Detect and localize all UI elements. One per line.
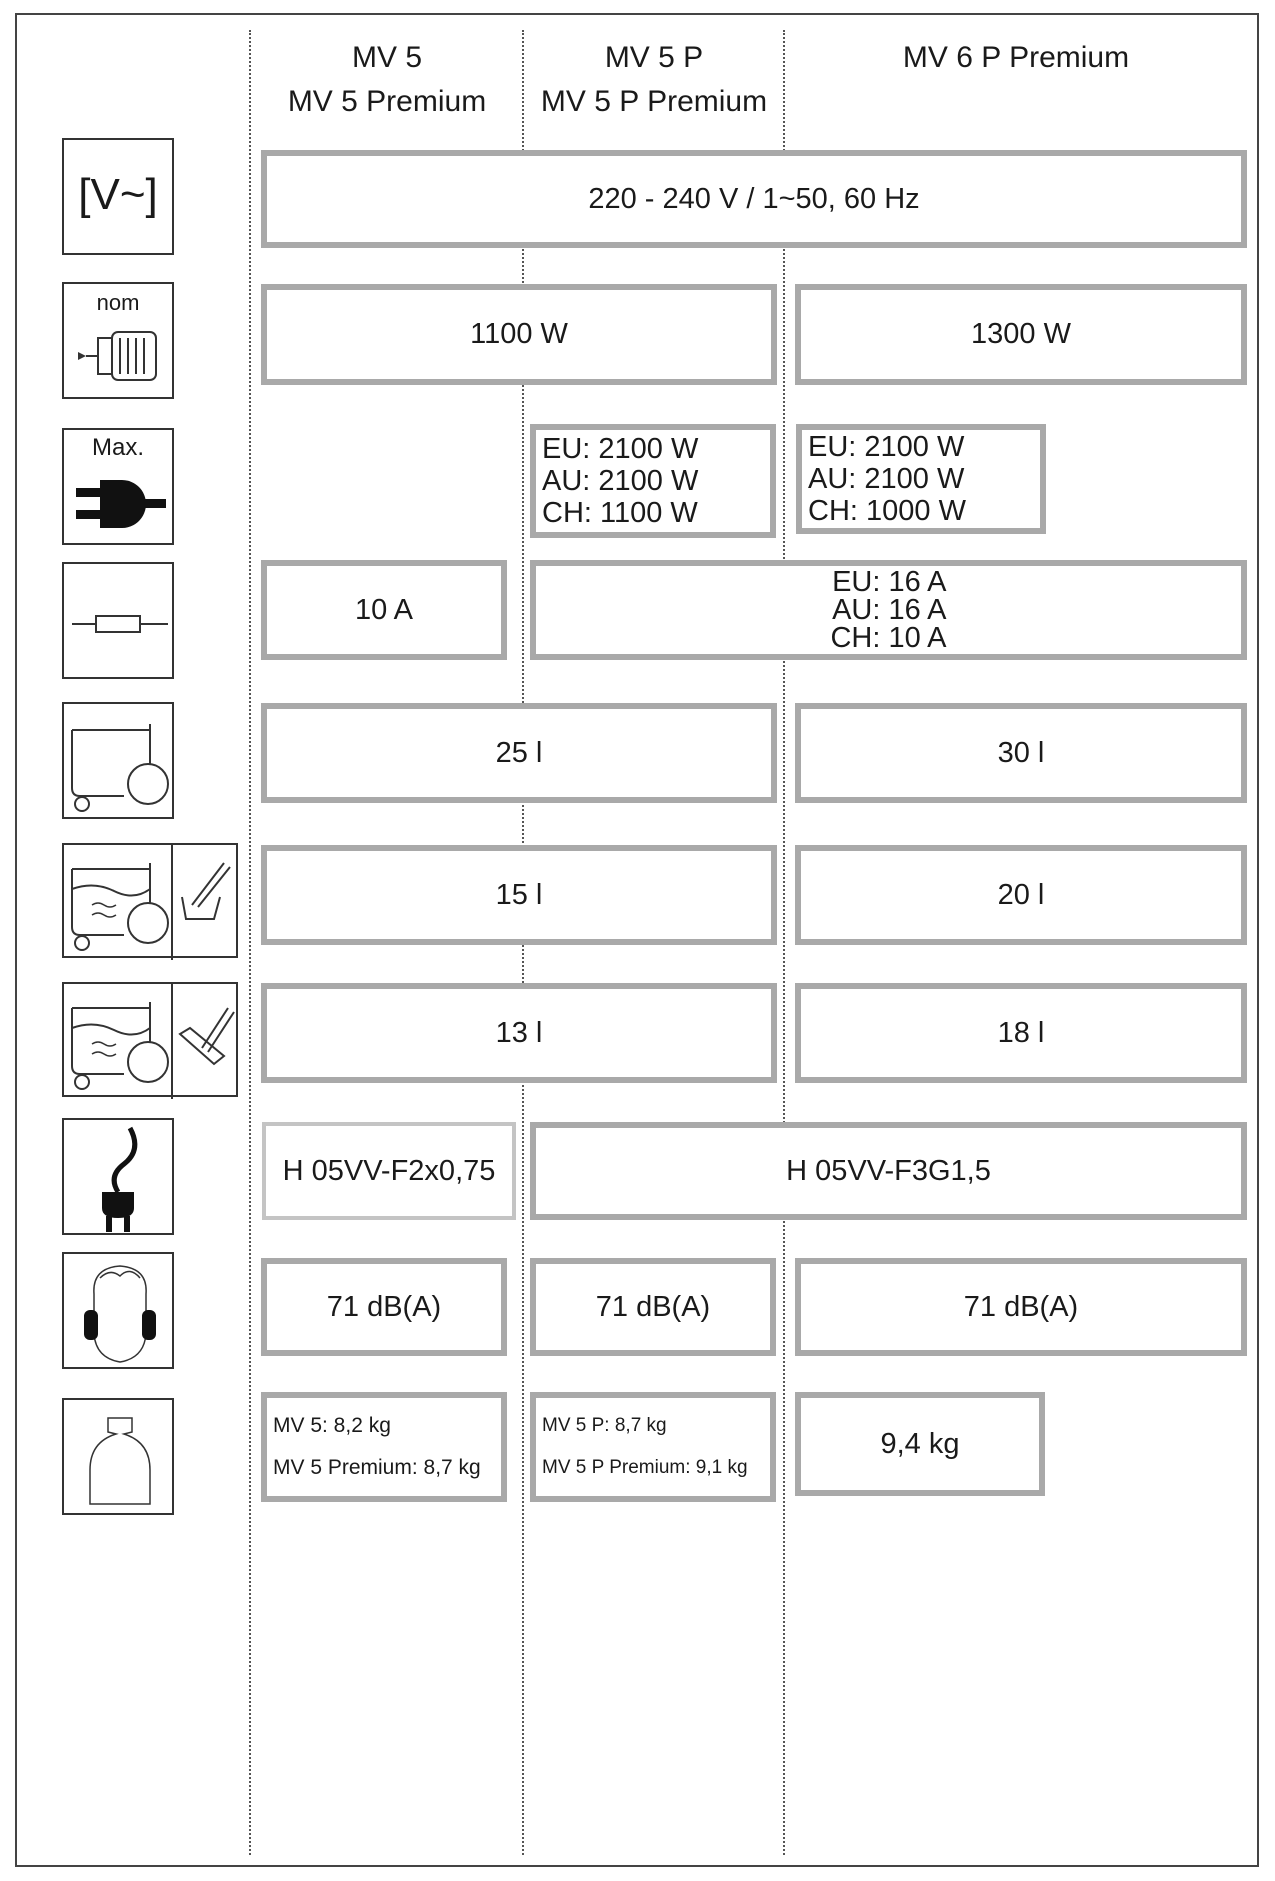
liquid-capacity-text: 18 l [997,1016,1045,1049]
header-line: MV 5 Premium [287,85,487,118]
max-power-eu: EU: 2100 W [808,431,965,463]
weight-mv5: MV 5: 8,2 kg [273,1414,391,1437]
nominal-power-text: 1100 W [470,318,568,350]
weight-value-mv5p [530,1392,776,1502]
plug-icon-label: Max. [91,434,144,461]
noise-text: 71 dB(A) [326,1290,442,1323]
fuse-eu: EU: 16 A [832,566,947,598]
fuse-au: AU: 16 A [832,594,947,626]
max-power-value-mv5p [530,424,776,538]
noise-value-mv5p [530,1258,776,1356]
weight-mv5-premium: MV 5 Premium: 8,7 kg [273,1456,481,1479]
plug-drawing [64,430,176,547]
max-power-ch: CH: 1000 W [808,495,966,527]
weight-value-mv5 [261,1392,507,1502]
liquid-capacity-floor-value-mv6p [795,983,1247,1083]
weight-icon [62,1398,174,1515]
voltage-symbol-text: [V~] [78,170,158,219]
container-liquid-floor-drawing [64,984,240,1099]
motor-icon-label: nom [96,290,140,315]
nominal-power-value-mv5-mv5p [261,284,777,385]
nominal-power-value-mv6p [795,284,1247,385]
weight-value-mv6p [795,1392,1045,1496]
ear-protection-icon [62,1252,174,1369]
header-line: MV 5 P [604,41,704,74]
container-drawing [64,704,176,821]
max-power-ch: CH: 1100 W [542,497,698,529]
container-volume-value-mv6p [795,703,1247,803]
column-divider [249,30,251,1855]
liquid-capacity-nozzle-value-mv5-mv5p [261,845,777,945]
weight-list [542,1405,748,1489]
ear-protection-drawing [64,1254,176,1371]
max-power-list [808,431,966,527]
liquid-capacity-text: 13 l [495,1016,543,1049]
liquid-capacity-floor-value-mv5-mv5p [261,983,777,1083]
fuse-value-mv5 [261,560,507,660]
max-power-au: AU: 2100 W [542,465,699,497]
max-power-value-mv6p [796,424,1046,534]
power-cable-drawing [64,1120,176,1237]
container-liquid-nozzle-drawing [64,845,240,960]
column-divider [783,30,785,1855]
motor-drawing [64,284,176,401]
weight-mv5p: MV 5 P: 8,7 kg [542,1415,667,1436]
power-cable-text: H 05VV-F2x0,75 [282,1154,496,1187]
column-header-mv6p [786,36,1246,80]
fuse-list [830,568,946,652]
container-liquid-nozzle-icon [62,843,238,958]
weight-mv5p-premium: MV 5 P Premium: 9,1 kg [542,1457,748,1478]
motor-icon [62,282,174,399]
max-power-au: AU: 2100 W [808,463,965,495]
fuse-value-mv5p-mv6p [530,560,1247,660]
voltage-value [261,150,1247,248]
container-volume-value-mv5-mv5p [261,703,777,803]
container-volume-text: 25 l [495,736,543,769]
plug-icon [62,428,174,545]
voltage-symbol-icon [62,138,174,255]
noise-text: 71 dB(A) [963,1290,1079,1323]
liquid-capacity-text: 15 l [495,878,543,911]
container-volume-text: 30 l [997,736,1045,769]
liquid-capacity-text: 20 l [997,878,1045,911]
header-line: MV 6 P Premium [902,41,1130,74]
power-cable-text: H 05VV-F3G1,5 [786,1154,991,1187]
power-cable-value-mv5 [262,1122,516,1220]
container-liquid-floor-nozzle-icon [62,982,238,1097]
noise-text: 71 dB(A) [595,1290,711,1323]
column-header-mv5p [525,36,783,124]
fuse-drawing [64,564,176,681]
power-cable-value-mv5p-mv6p [530,1122,1247,1220]
fuse-icon [62,562,174,679]
noise-value-mv6p [795,1258,1247,1356]
column-header-mv5 [252,36,522,124]
fuse-ch: CH: 10 A [830,622,947,654]
power-cable-icon [62,1118,174,1235]
weight-text: 9,4 kg [880,1427,960,1460]
fuse-text: 10 A [354,593,414,626]
weight-list [273,1405,481,1489]
nominal-power-text: 1300 W [971,318,1071,350]
header-line: MV 5 [351,41,423,74]
voltage-text: 220 - 240 V / 1~50, 60 Hz [588,182,920,215]
max-power-list [542,433,698,529]
weight-drawing [64,1400,176,1517]
noise-value-mv5 [261,1258,507,1356]
container-icon [62,702,174,819]
liquid-capacity-nozzle-value-mv6p [795,845,1247,945]
max-power-eu: EU: 2100 W [542,433,699,465]
header-line: MV 5 P Premium [540,85,768,118]
